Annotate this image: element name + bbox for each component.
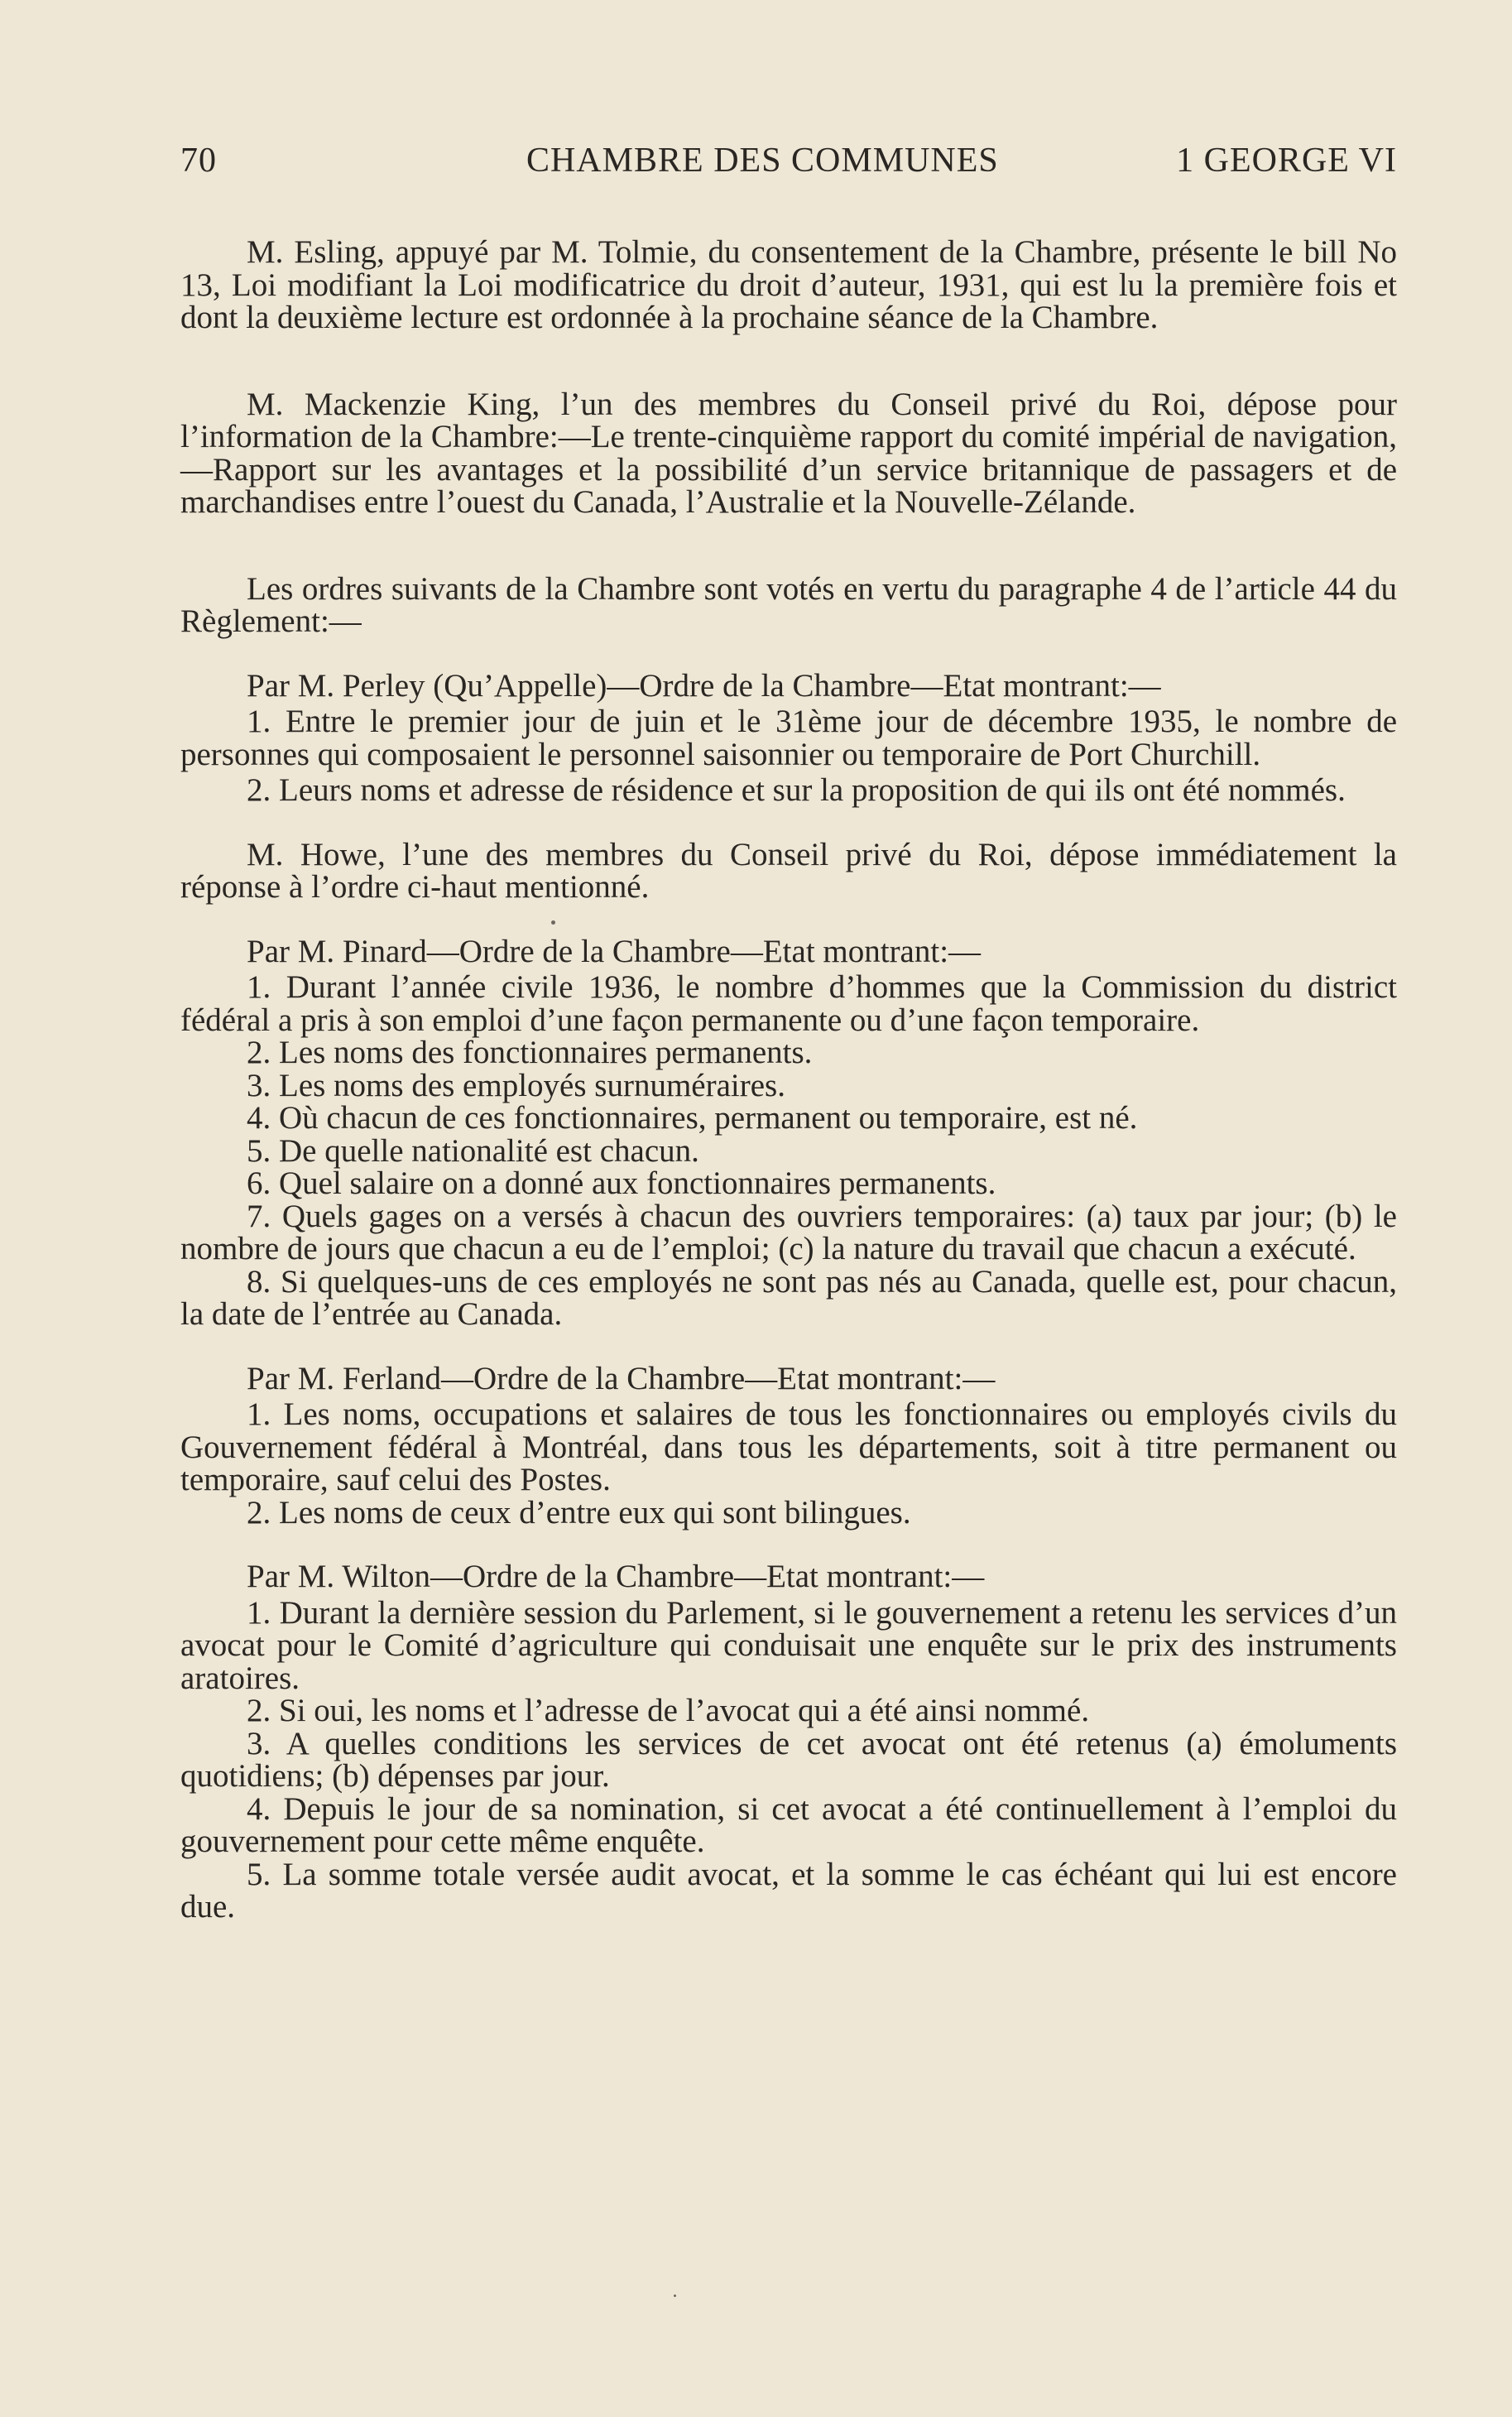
journal-body <box>180 236 1397 1924</box>
order-item: 1. Durant la dernière session du Parlement, si le gouvernement a retenu les services d’un avocat pour le Comité d’agriculture qui conduisait une enquête sur le prix des instruments aratoires. <box>180 1594 1397 1696</box>
order-item: 7. Quels gages on a versés à chacun des ouvriers temporaires: (a) taux par jour; (b) le nombre de jours que chacun a eu de l’emploi; (c) la nature du travail que chacun a exécuté. <box>180 1198 1397 1266</box>
order-heading: Par M. Ferland—Ordre de la Chambre—Etat montrant:— <box>247 1360 996 1396</box>
order-item: 3. A quelles conditions les services de cet avocat ont été retenus (a) émoluments quotidiens; (b) dépenses par jour. <box>180 1725 1397 1794</box>
order-item: 6. Quel salaire on a donné aux fonctionnaires permanents. <box>247 1165 996 1201</box>
order-item: 2. Leurs noms et adresse de résidence et sur la proposition de qui ils ont été nommés. <box>247 772 1346 808</box>
order-heading: Par M. Wilton—Ordre de la Chambre—Etat montrant:— <box>247 1559 985 1594</box>
order-item: 2. Les noms des fonctionnaires permanents. <box>247 1035 813 1070</box>
order-item: 1. Les noms, occupations et salaires de tous les fonctionnaires ou employés civils du Gouvernement fédéral à Montréal, dans tous les départements, soit à titre permanent ou temporaire, sauf celui des Postes. <box>180 1396 1397 1497</box>
order-heading: Par M. Pinard—Ordre de la Chambre—Etat montrant:— <box>247 933 982 969</box>
paragraph-orders-intro: Les ordres suivants de la Chambre sont votés en vertu du paragraphe 4 de l’article 44 du Règlement:— <box>180 570 1397 639</box>
order-heading: Par M. Perley (Qu’Appelle)—Ordre de la Chambre—Etat montrant:— <box>247 667 1161 704</box>
page-header <box>180 141 1397 190</box>
scan-speck <box>551 920 555 925</box>
paragraph-bill-introduction: M. Esling, appuyé par M. Tolmie, du consentement de la Chambre, présente le bill No 13, Loi modifiant la Loi modificatrice du droit d’auteur, 1931, qui est lu la première fois et dont la deuxième lecture est ordonnée à la prochaine séance de la Chambre. <box>180 234 1397 335</box>
order-item: 4. Où chacun de ces fonctionnaires, permanent ou temporaire, est né. <box>247 1100 1138 1136</box>
page-number: 70 <box>180 142 217 180</box>
journal-title: CHAMBRE DES COMMUNES <box>526 142 999 180</box>
order-item: 1. Durant l’année civile 1936, le nombre d’hommes que la Commission du district fédéral a pris à son emploi d’une façon permanente ou d’une façon temporaire. <box>180 969 1397 1038</box>
paragraph-tabled-report: M. Mackenzie King, l’un des membres du Conseil privé du Roi, dépose pour l’information de la Chambre:—Le trente-cinquième rapport du comité impérial de navigation,—Rapport sur les avantages et la possibilité d’un service britannique de passagers et de marchandises entre l’ouest du Canada, l’Australie et la Nouvelle-Zélande. <box>180 386 1397 520</box>
order-item: 4. Depuis le jour de sa nomination, si cet avocat a été continuellement à l’emploi du gouvernement pour cette même enquête. <box>180 1790 1397 1859</box>
scan-speck <box>674 2294 676 2297</box>
order-item: 5. De quelle nationalité est chacun. <box>247 1132 699 1169</box>
session-label: 1 GEORGE VI <box>1176 142 1397 180</box>
order-item: 1. Entre le premier jour de juin et le 31ème jour de décembre 1935, le nombre de personnes qui composaient le personnel saisonnier ou temporaire de Port Churchill. <box>180 704 1397 772</box>
order-response-note: M. Howe, l’une des membres du Conseil privé du Roi, dépose immédiatement la réponse à l’ordre ci-haut mentionné. <box>180 836 1397 905</box>
order-item: 3. Les noms des employés surnuméraires. <box>247 1067 785 1103</box>
order-item: 2. Les noms de ceux d’entre eux qui sont bilingues. <box>247 1494 911 1530</box>
order-item: 2. Si oui, les noms et l’adresse de l’avocat qui a été ainsi nommé. <box>247 1693 1090 1728</box>
order-item: 8. Si quelques-uns de ces employés ne sont pas nés au Canada, quelle est, pour chacun, la date de l’entrée au Canada. <box>180 1263 1397 1332</box>
order-item: 5. La somme totale versée audit avocat, et la somme le cas échéant qui lui est encore due. <box>180 1856 1397 1924</box>
